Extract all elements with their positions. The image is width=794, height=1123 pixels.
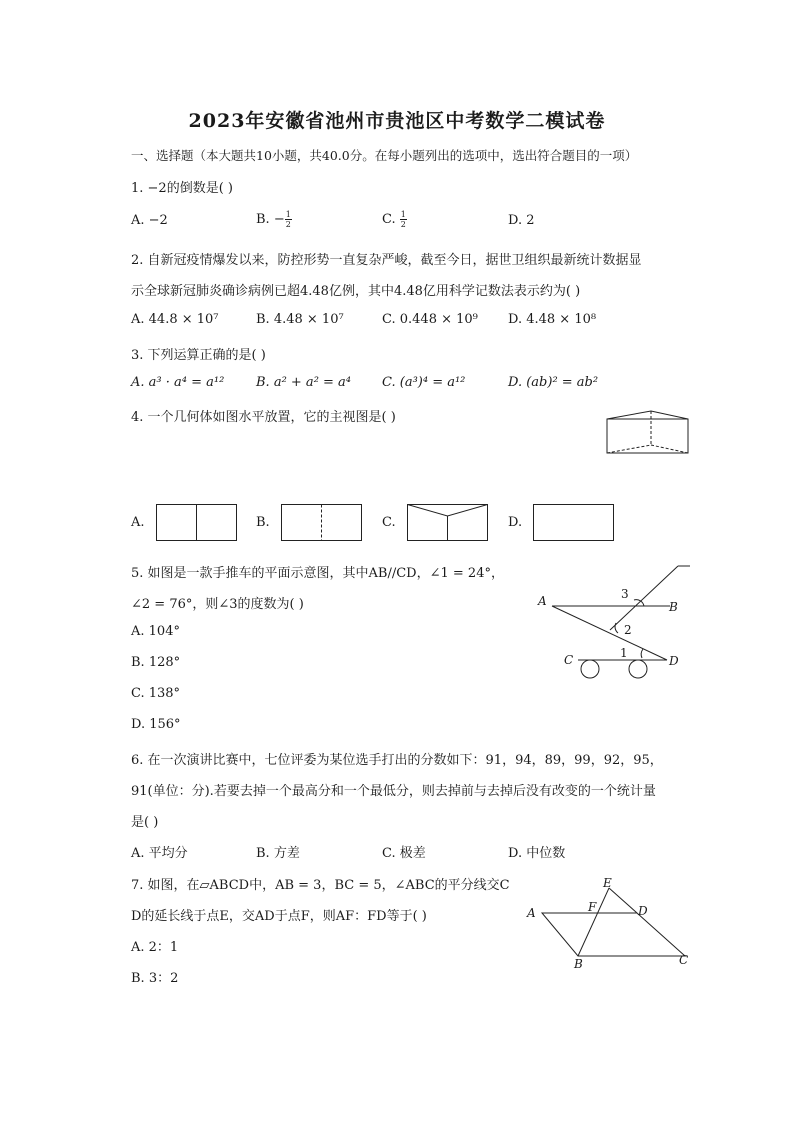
q1-option-c[interactable]: C. $\frac{1}{2}$: [382, 210, 406, 229]
question-2-line-1: 2. 自新冠疫情爆发以来，防控形势一直复杂严峻，截至今日，据世卫组织最新统计数据显: [131, 253, 642, 268]
q5-option-b[interactable]: B. 128°: [131, 655, 181, 670]
q3-option-a[interactable]: A. a³ · a⁴ = a¹²: [131, 375, 225, 390]
q1-option-a[interactable]: A. −2: [131, 213, 168, 228]
q5-label-1: 1: [620, 646, 628, 660]
q5-label-2: 2: [624, 623, 632, 637]
q5-option-d[interactable]: D. 156°: [131, 717, 181, 732]
q7-label-c: C: [679, 953, 689, 967]
q7-parallelogram-figure: [524, 874, 704, 969]
q1-option-b[interactable]: B. − $\frac{1}{2}$: [256, 210, 291, 229]
q1-option-d[interactable]: D. 2: [508, 213, 535, 228]
q5-option-c[interactable]: C. 138°: [131, 686, 181, 701]
q7-label-b: B: [574, 957, 583, 971]
question-7-line-1: 7. 如图，在▱ABCD中，AB = 3，BC = 5，∠ABC的平分线交C: [131, 878, 510, 893]
q7-label-a: A: [527, 906, 536, 920]
q4-option-d-figure[interactable]: [533, 504, 614, 542]
question-2-line-2: 示全球新冠肺炎确诊病例已超4.48亿例，其中4.48亿用科学记数法表示约为( ): [131, 284, 581, 299]
question-5-line-2: ∠2 = 76°，则∠3的度数为( ): [131, 597, 304, 612]
question-4-stem: 4. 一个几何体如图水平放置，它的主视图是( ): [131, 410, 396, 425]
q6-option-c[interactable]: C. 极差: [382, 846, 426, 861]
q4-option-c-label[interactable]: C.: [382, 515, 396, 530]
q4-solid-figure: [604, 408, 690, 456]
q5-label-3: 3: [621, 587, 629, 601]
q5-option-a[interactable]: A. 104°: [131, 624, 180, 639]
q5-label-a: A: [538, 594, 547, 608]
q7-option-a[interactable]: A. 2：1: [131, 940, 179, 955]
q7-label-e: E: [603, 876, 612, 890]
q2-option-b[interactable]: B. 4.48 × 10⁷: [256, 312, 344, 327]
q4-option-b-label[interactable]: B.: [256, 515, 270, 530]
q5-label-d: D: [669, 654, 679, 668]
q2-option-d[interactable]: D. 4.48 × 10⁸: [508, 312, 597, 327]
q2-option-c[interactable]: C. 0.448 × 10⁹: [382, 312, 478, 327]
q5-label-b: B: [669, 600, 678, 614]
q4-option-a-figure[interactable]: [156, 504, 237, 542]
q5-label-c: C: [564, 653, 574, 667]
q3-option-d[interactable]: D. (ab)² = ab²: [508, 375, 599, 390]
q4-option-c-figure[interactable]: [407, 504, 488, 542]
q7-label-f: F: [588, 900, 597, 914]
q4-option-d-label[interactable]: D.: [508, 515, 523, 530]
q5-cart-figure: [530, 560, 700, 685]
q4-option-a-label[interactable]: A.: [131, 515, 145, 530]
question-1-stem: 1. −2的倒数是( ): [131, 181, 233, 196]
q4-option-b-figure[interactable]: [281, 504, 362, 542]
q3-option-b[interactable]: B. a² + a² = a⁴: [256, 375, 352, 390]
q3-option-c[interactable]: C. (a³)⁴ = a¹²: [382, 375, 466, 390]
q6-option-d[interactable]: D. 中位数: [508, 846, 566, 861]
q6-option-b[interactable]: B. 方差: [256, 846, 300, 861]
question-6-line-3: 是( ): [131, 815, 159, 830]
question-5-line-1: 5. 如图是一款手推车的平面示意图，其中AB//CD，∠1 = 24°，: [131, 566, 504, 581]
q6-option-a[interactable]: A. 平均分: [131, 846, 188, 861]
question-3-stem: 3. 下列运算正确的是( ): [131, 348, 266, 363]
page-title: 2023年安徽省池州市贵池区中考数学二模试卷: [188, 110, 606, 132]
question-7-line-2: D的延长线于点E，交AD于点F，则AF：FD等于( ): [131, 909, 427, 924]
q2-option-a[interactable]: A. 44.8 × 10⁷: [131, 312, 219, 327]
question-6-line-2: 91(单位：分).若要去掉一个最高分和一个最低分，则去掉前与去掉后没有改变的一个统计量: [131, 784, 656, 799]
q7-option-b[interactable]: B. 3：2: [131, 971, 179, 986]
section-heading: 一、选择题（本大题共10小题，共40.0分。在每小题列出的选项中，选出符合题目的一项）: [131, 148, 638, 163]
q7-label-d: D: [638, 904, 648, 918]
question-6-line-1: 6. 在一次演讲比赛中，七位评委为某位选手打出的分数如下：91，94，89，99，92，95，: [131, 753, 663, 768]
